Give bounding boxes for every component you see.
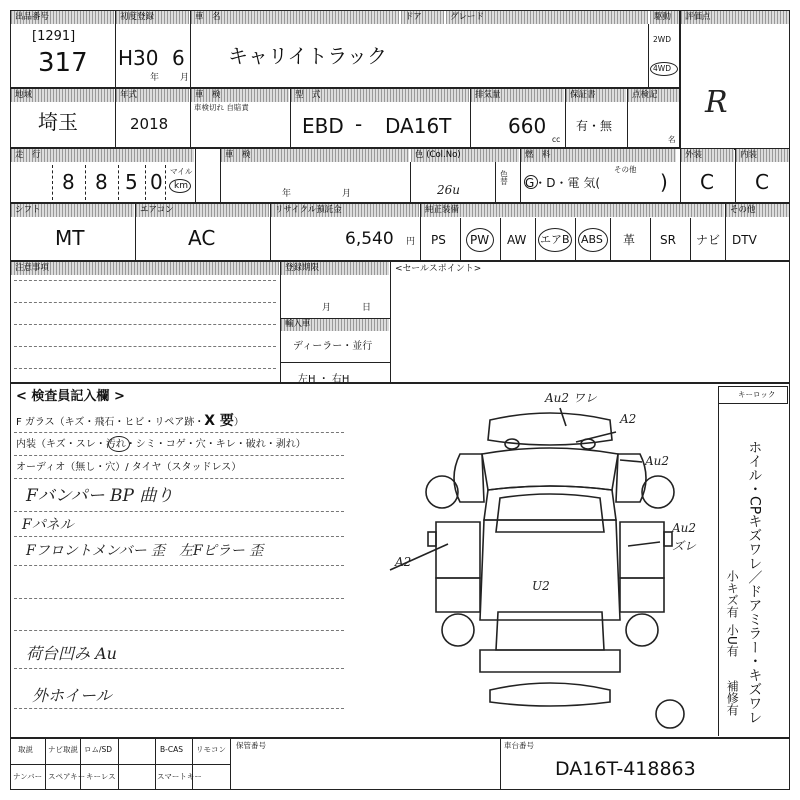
reg-label: 登録期限 xyxy=(281,262,389,275)
handwritten-2: Fパネル xyxy=(22,517,74,533)
warranty-label: 保証書 xyxy=(566,89,626,102)
cc-value: 660 xyxy=(508,114,547,138)
region-label: 地域 xyxy=(11,89,114,102)
footer-item-keyless: キーレス xyxy=(86,772,116,781)
score-label: 評価点 xyxy=(681,11,789,24)
keylock-label: キーロック xyxy=(738,390,776,399)
car-name: キャリイトラック xyxy=(228,44,387,68)
equipment-label: 純正装備 xyxy=(421,204,724,217)
ac-label: エアコン xyxy=(136,204,269,217)
model: DA16T xyxy=(385,114,452,138)
color-code: 26u xyxy=(437,183,460,197)
month-mark: 月 xyxy=(180,73,190,83)
exp-year: 年 xyxy=(282,189,292,199)
color-label: 色 (Col.No) xyxy=(411,149,519,162)
model-label: 型 式 xyxy=(291,89,469,102)
inspector-line1 xyxy=(16,414,244,428)
right-small-2: 小U有 xyxy=(725,624,740,657)
vehicle-damage-diagram xyxy=(380,392,720,737)
lot-number: 317 xyxy=(38,48,88,78)
equip-leather: 革 xyxy=(623,233,636,247)
region: 埼玉 xyxy=(38,110,78,134)
handwritten-4: 荷台凹み Au xyxy=(26,644,117,663)
right-small-1: 小キズ有 xyxy=(725,570,740,618)
ext-value: C xyxy=(700,170,714,194)
lot-tag: [1291] xyxy=(32,29,76,44)
reg-month: 月 xyxy=(322,303,332,313)
import-label: 輸入車 xyxy=(281,318,389,331)
footer-item-number: ナンバー xyxy=(13,772,43,781)
diagram-mark-e: ズレ xyxy=(672,539,697,553)
warranty: 有・無 xyxy=(576,119,613,133)
fuel-label: 燃 料 xyxy=(521,149,676,162)
equip-airbag: エアB xyxy=(540,233,570,246)
diagram-mark-d: Au2 xyxy=(672,521,697,535)
diagram-mark-f: A2 xyxy=(395,555,412,569)
diagram-mark-g: U2 xyxy=(532,579,550,593)
chassis-number: DA16T-418863 xyxy=(555,758,696,780)
recycle-unit: 円 xyxy=(406,237,416,247)
cc-label: 排気量 xyxy=(471,89,564,102)
first-reg-label: 初度登録 xyxy=(116,11,189,24)
model-dash: - xyxy=(355,112,363,136)
footer-item-bcas: B-CAS xyxy=(160,745,183,754)
handwritten-3: Fフロントメンバー 歪 左Fピラー 歪 xyxy=(26,543,264,559)
fuel-close: ) xyxy=(660,170,668,194)
int-value: C xyxy=(755,170,769,194)
mileage-digit-3: 5 xyxy=(125,170,138,194)
inspector-line1-suffix: ） xyxy=(233,417,244,428)
mileage-digit-4: 0 xyxy=(150,170,163,194)
car-name-label: 車 名 xyxy=(191,11,399,24)
equip-pw: PW xyxy=(470,233,490,247)
handwritten-5: 外ホイール xyxy=(32,686,112,705)
first-reg-value: H30 xyxy=(118,46,159,70)
inspector-line1-mark: X 要 xyxy=(204,413,234,429)
dealer-import: ディーラー・並行 xyxy=(293,341,373,352)
model-prefix: EBD xyxy=(302,114,344,138)
equip-abs: ABS xyxy=(581,233,603,246)
mileage-digit-1: 8 xyxy=(62,170,75,194)
storage-label: 保管番号 xyxy=(236,741,266,750)
shift-value: MT xyxy=(55,226,85,250)
year-mark: 年 xyxy=(150,73,160,83)
recycle-label: リサイクル預託金 xyxy=(271,204,419,217)
handle-side: 左H ・ 右H xyxy=(298,374,350,385)
footer-item-spare-key: スペアキー xyxy=(48,772,86,781)
footer-item-smart-key: スマートキー xyxy=(157,772,202,781)
doors-label: ドア xyxy=(401,11,444,24)
fuel: G・D・電 気( xyxy=(525,176,601,190)
footer-item-navi-manual: ナビ取説 xyxy=(48,745,78,754)
equip-dtv: DTV xyxy=(732,233,757,247)
reg-day: 日 xyxy=(362,303,372,313)
caution-label: 注意事項 xyxy=(11,262,279,275)
equip-ps: PS xyxy=(431,233,446,247)
km-unit: km xyxy=(174,181,188,191)
chassis-label: 車台番号 xyxy=(504,741,534,750)
diagram-lines xyxy=(390,408,684,728)
grade-label: グレード xyxy=(446,11,648,24)
footer-item-rom: ロム/SD xyxy=(84,745,113,754)
other-label: その他 xyxy=(726,204,789,217)
cc-unit: cc xyxy=(552,135,561,144)
equip-sr: SR xyxy=(660,233,676,247)
drive-4wd: 4WD xyxy=(653,64,671,73)
year: 2018 xyxy=(130,115,169,133)
shaken-note: 車検切れ 自賠責 xyxy=(194,103,249,112)
shaken-label: 車 検 xyxy=(191,89,289,102)
first-reg-month: 6 xyxy=(172,46,185,70)
shaken-expiry-label: 車 検 xyxy=(221,149,409,162)
color-change-label: 色替 xyxy=(499,170,509,185)
equip-navi: ナビ xyxy=(696,233,721,247)
diagram-mark-b: A2 xyxy=(620,412,637,426)
int-label: 内装 xyxy=(736,149,789,162)
handwritten-1: Fバンパー BP 曲り xyxy=(26,486,174,506)
check-mark: 名 xyxy=(668,135,676,144)
mileage-digit-2: 8 xyxy=(95,170,108,194)
shift-label: シフト xyxy=(11,204,134,217)
sales-label: <セールスポイント> xyxy=(395,264,482,274)
drive-label: 駆動 xyxy=(650,11,679,24)
right-vertical-text: ホイル・CPキズワレ／ドアミラー・キズワレ xyxy=(746,440,763,725)
score-box xyxy=(680,10,790,150)
inspector-line1-prefix: F ガラス（キズ・飛石・ヒビ・リペア跡・ xyxy=(16,417,205,428)
inspector-title: < 検査員記入欄 > xyxy=(16,389,125,404)
footer-item-remote: リモコン xyxy=(196,745,226,754)
fuel-other-label: その他 xyxy=(614,165,637,174)
ext-label: 外装 xyxy=(681,149,734,162)
drive-2wd: 2WD xyxy=(653,35,671,44)
diagram-mark-c: Au2 xyxy=(645,454,670,468)
score-value: R xyxy=(705,85,728,120)
year-label: 年式 xyxy=(116,89,189,102)
right-small-3: 補修有 xyxy=(725,680,740,716)
ac-value: AC xyxy=(188,226,216,250)
diagram-mark-a: Au2 ワレ xyxy=(545,391,597,405)
check-label: 点検記 xyxy=(628,89,679,102)
equip-aw: AW xyxy=(507,233,527,247)
inspector-line2: 内装（キズ・スレ・汚れ・シミ・コゲ・穴・キレ・破れ・剥れ） xyxy=(16,439,306,450)
exp-month: 月 xyxy=(342,189,352,199)
mile-unit: マイル xyxy=(170,167,193,176)
mileage-label: 走 行 xyxy=(11,149,194,162)
inspector-line3: オーディオ（無し・穴）/ タイヤ（スタッドレス） xyxy=(16,462,242,473)
lot-label: 出品番号 xyxy=(11,11,114,24)
recycle-value: 6,540 xyxy=(345,229,394,249)
footer-item-manual: 取説 xyxy=(18,745,33,754)
